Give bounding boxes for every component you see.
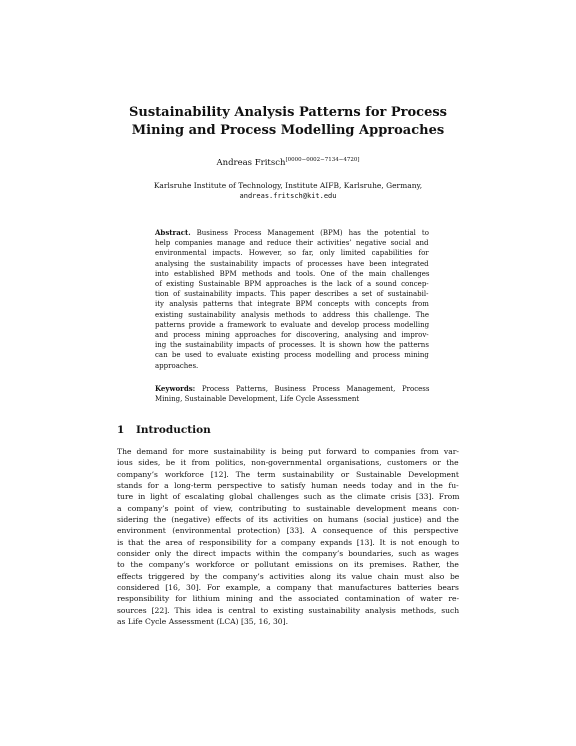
body-line: The demand for more sustainability is being put forward to companies from var- [117, 447, 459, 456]
section-number: 1 [117, 424, 125, 436]
title-line: Sustainability Analysis Patterns for Process [129, 105, 447, 120]
author-name: Andreas Fritsch [216, 158, 286, 168]
body-line: sources [22]. This idea is central to existing sustainability analysis methods, such [117, 605, 460, 615]
body-line: environment (environmental protection) [33]. A consequence of this perspective [117, 526, 459, 536]
keywords-line [155, 384, 429, 394]
abstract-line: ity analysis patterns that integrate BPM concepts with concepts from [155, 300, 429, 309]
keywords-text: Process Patterns, Business Process Management, Process [201, 385, 430, 393]
body-line: a company’s point of view, contributing to sustainable development means con- [117, 503, 460, 513]
body-line: effects triggered by the company’s activities along its value chain must also be [117, 571, 460, 581]
body-line: considered [16, 30]. For example, a company that manufactures batteries bears [117, 583, 459, 593]
abstract-line: can be used to evaluate existing process modelling and process mining [155, 351, 429, 360]
abstract-line: into established BPM methods and tools. One of the main challenges [155, 269, 430, 278]
body-line: to the company’s workforce or pollutant emissions on its premises. Rather, the [117, 560, 459, 570]
affiliation: Karlsruhe Institute of Technology, Institute AIFB, Karlsruhe, Germany, [153, 181, 423, 190]
body-line: as Life Cycle Assessment (LCA) [35, 16, 30]. [117, 617, 288, 627]
body-line: sidering the (negative) effects of its activities on humans (social justice) and the [117, 515, 459, 525]
introduction-paragraph [117, 446, 459, 628]
abstract-line [155, 228, 429, 238]
paper-title [100, 104, 476, 140]
title-line: Mining and Process Modelling Approaches [131, 123, 445, 138]
keywords-line: Mining, Sustainable Development, Life Cycle Assessment [155, 395, 360, 404]
affiliation-block [100, 180, 476, 202]
keywords [155, 384, 429, 404]
author-line [100, 154, 476, 169]
body-line: responsibility for lithium mining and the associated contamination of water re- [117, 594, 460, 604]
abstract-line: and process mining approaches for discovering, analysing and improv- [155, 331, 429, 340]
abstract-line-text: Business Process Management (BPM) has the potential to [196, 229, 429, 237]
body-line: consider only the direct impacts within the company’s boundaries, such as wages [117, 549, 459, 559]
abstract-line: help companies manage and reduce their activities’ negative social and [155, 239, 429, 248]
abstract-line: of existing Sustainable BPM approaches is the lack of a sound concep- [155, 280, 429, 289]
body-line: stands for a long-term perspective to satisfy human needs today and in the fu- [117, 481, 459, 491]
body-line: company’s workforce [12]. The term sustainability or Sustainable Development [117, 469, 459, 479]
author-email: andreas.fritsch@kit.edu [239, 192, 337, 200]
section-title: Introduction [136, 424, 211, 436]
abstract-line: tion of sustainability impacts. This paper describes a set of sustainabil- [155, 290, 429, 299]
body-line: ious sides, be it from politics, non-governmental organisations, customers or the [117, 458, 459, 468]
keywords-label: Keywords: [155, 384, 196, 393]
abstract-line: approaches. [155, 361, 199, 370]
abstract-line: ing the sustainability impacts of processes. It is shown how the patterns [155, 341, 429, 350]
abstract-line: analysing the sustainability impacts of processes have been integrated [155, 259, 429, 268]
body-line: ture in light of escalating global challenges such as the climate crisis [33]. From [117, 492, 460, 502]
abstract-line: existing sustainability analysis methods to address this challenge. The [155, 310, 430, 319]
abstract-line: patterns provide a framework to evaluate and develop process modelling [155, 320, 430, 329]
abstract-line: environmental impacts. However, so far, only limited capabilities for [155, 249, 429, 258]
abstract [155, 228, 429, 371]
section-heading [117, 423, 457, 437]
abstract-label: Abstract. [155, 228, 191, 237]
body-line: is that the area of responsibility for a company expands [13]. It is not enough to [117, 537, 460, 547]
orcid-id: [0000−0002−7134−4720] [285, 157, 360, 163]
